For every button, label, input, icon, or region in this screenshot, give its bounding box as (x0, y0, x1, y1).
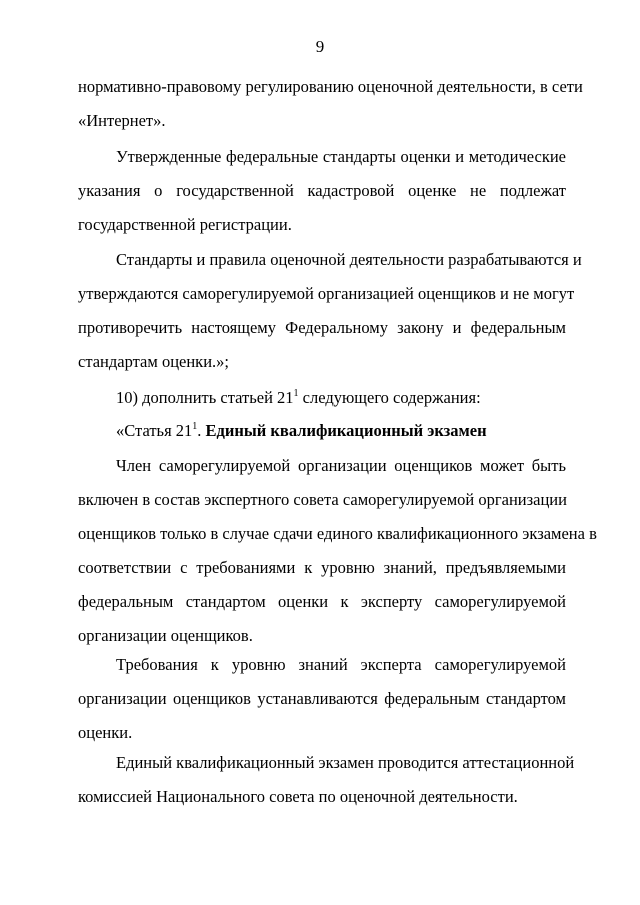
article-heading-dot: . (197, 421, 206, 440)
paragraph-7-line-1: Требования к уровню знаний эксперта саморегулируемой (116, 655, 566, 674)
paragraph-8-line-2: комиссией Национального совета по оценочной деятельности. (78, 787, 518, 806)
paragraph-6-line-4: соответствии с требованиями к уровню знаний, предъявляемыми (78, 558, 566, 577)
paragraph-3-line-2: утверждаются саморегулируемой организацией оценщиков и не могут (78, 284, 575, 303)
paragraph-1-line-2: «Интернет». (78, 111, 166, 130)
page-number: 9 (315, 37, 325, 56)
article-heading-prefix: «Статья 21 (116, 421, 193, 440)
article-heading-line (78, 414, 566, 448)
paragraph-3-line-4: стандартам оценки.»; (78, 352, 229, 371)
article-heading (78, 414, 566, 448)
article-heading-superscript: 1 (192, 421, 198, 432)
paragraph-6 (78, 449, 597, 653)
amendment-suffix: следующего содержания: (298, 388, 481, 407)
article-superscript: 1 (293, 388, 299, 399)
paragraph-1 (78, 70, 583, 138)
paragraph-8 (78, 746, 575, 814)
paragraph-4 (78, 381, 566, 415)
paragraph-3-line-3: противоречить настоящему Федеральному закону и федеральным (78, 318, 566, 337)
paragraph-4-line-1 (78, 381, 566, 415)
paragraph-7-line-3: оценки. (78, 723, 133, 742)
paragraph-7-line-2: организации оценщиков устанавливаются федеральным стандартом (78, 689, 566, 708)
paragraph-3-line-1: Стандарты и правила оценочной деятельности разрабатываются и (116, 250, 582, 269)
paragraph-2-line-1: Утвержденные федеральные стандарты оценки и методические (116, 147, 566, 166)
paragraph-6-line-2: включен в состав экспертного совета саморегулируемой организации (78, 490, 567, 509)
article-heading-title: Единый квалификационный экзамен (205, 421, 487, 440)
paragraph-6-line-6: организации оценщиков. (78, 626, 253, 645)
paragraph-1-line-1: нормативно-правовому регулированию оценочной деятельности, в сети (78, 77, 583, 96)
paragraph-3 (78, 243, 582, 379)
paragraph-2-line-2: указания о государственной кадастровой оценке не подлежат (78, 181, 566, 200)
amendment-prefix: 10) дополнить статьей 21 (116, 388, 294, 407)
paragraph-2-line-3: государственной регистрации. (78, 215, 292, 234)
paragraph-6-line-1: Член саморегулируемой организации оценщиков может быть (116, 456, 566, 475)
paragraph-2 (78, 140, 566, 242)
paragraph-7 (78, 648, 566, 750)
paragraph-6-line-3: оценщиков только в случае сдачи единого квалификационного экзамена в (78, 524, 597, 543)
paragraph-6-line-5: федеральным стандартом оценки к эксперту саморегулируемой (78, 592, 566, 611)
paragraph-8-line-1: Единый квалификационный экзамен проводится аттестационной (116, 753, 575, 772)
